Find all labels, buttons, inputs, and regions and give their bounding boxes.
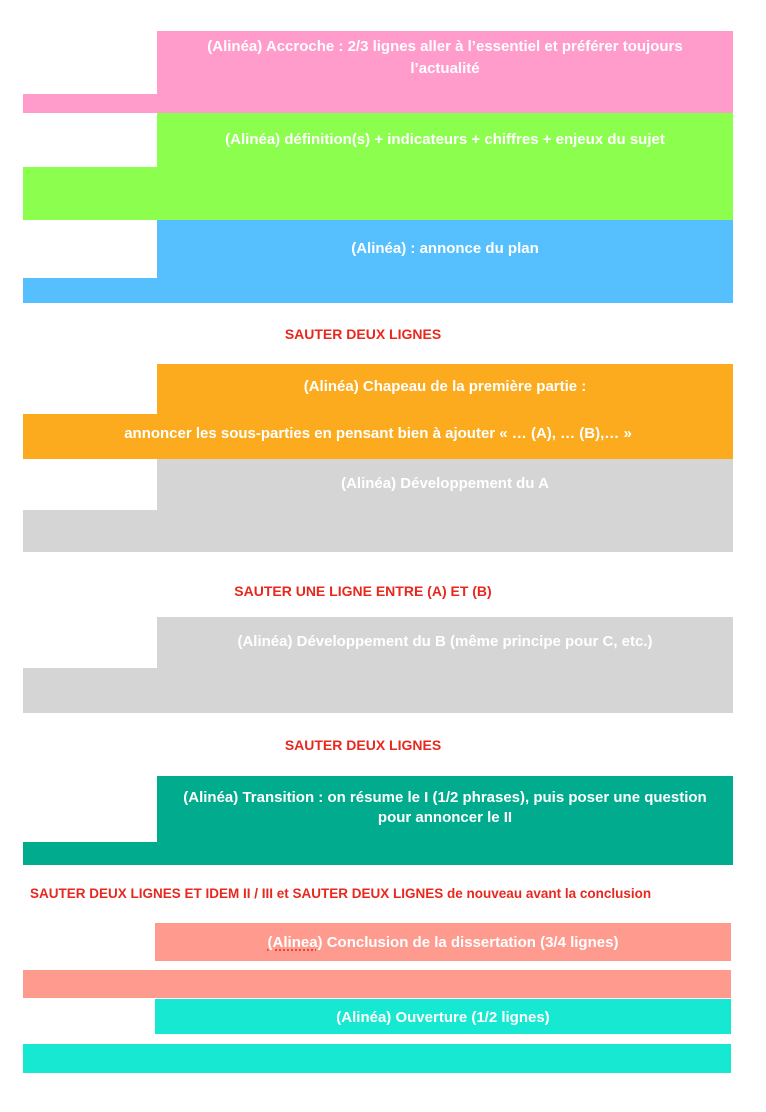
chapeau-label-line2: annoncer les sous-parties en pensant bien à ajouter « … (A), … (B),… » [124,425,632,442]
annonce-block-bottom [23,278,733,303]
dev-a-block-bottom [23,510,733,552]
ouverture-label: (Alinéa) Ouverture (1/2 lignes) [336,1009,550,1026]
conclusion-block-bottom [23,970,731,998]
note-sauter-une-ligne: SAUTER UNE LIGNE ENTRE (A) ET (B) [234,583,492,599]
dev-a-label: (Alinéa) Développement du A [341,475,549,492]
note-sauter-deux-lignes-1: SAUTER DEUX LIGNES [284,326,442,342]
definition-block-bottom [23,167,733,220]
transition-block-bottom [23,842,733,865]
dev-b-label: (Alinéa) Développement du B (même principe pour C, etc.) [237,633,653,650]
chapeau-label-line1: (Alinéa) Chapeau de la première partie : [303,378,587,395]
accroche-block-bottom [23,94,733,113]
conclusion-label-rest: Conclusion de la dissertation (3/4 lignes) [322,934,619,951]
transition-label-line2: pour annoncer le II [377,809,513,826]
ouverture-block-bottom [23,1044,731,1073]
accroche-label-line2: l’actualité [410,60,480,77]
definition-label: (Alinéa) définition(s) + indicateurs + chiffres + enjeux du sujet [225,131,665,148]
dev-b-block-bottom [23,668,733,713]
conclusion-label [155,932,731,954]
transition-label-line1: (Alinéa) Transition : on résume le I (1/2 phrases), puis poser une question [183,789,707,806]
conclusion-alinea-word: (Alinea) [267,934,323,951]
note-sauter-deux-lignes-2: SAUTER DEUX LIGNES [284,737,442,753]
note-sauter-final: SAUTER DEUX LIGNES ET IDEM II / III et SAUTER DEUX LIGNES de nouveau avant la conclusion [30,886,652,901]
annonce-label: (Alinéa) : annonce du plan [351,240,539,257]
accroche-label-line1: (Alinéa) Accroche : 2/3 lignes aller à l’essentiel et préférer toujours [207,38,683,55]
